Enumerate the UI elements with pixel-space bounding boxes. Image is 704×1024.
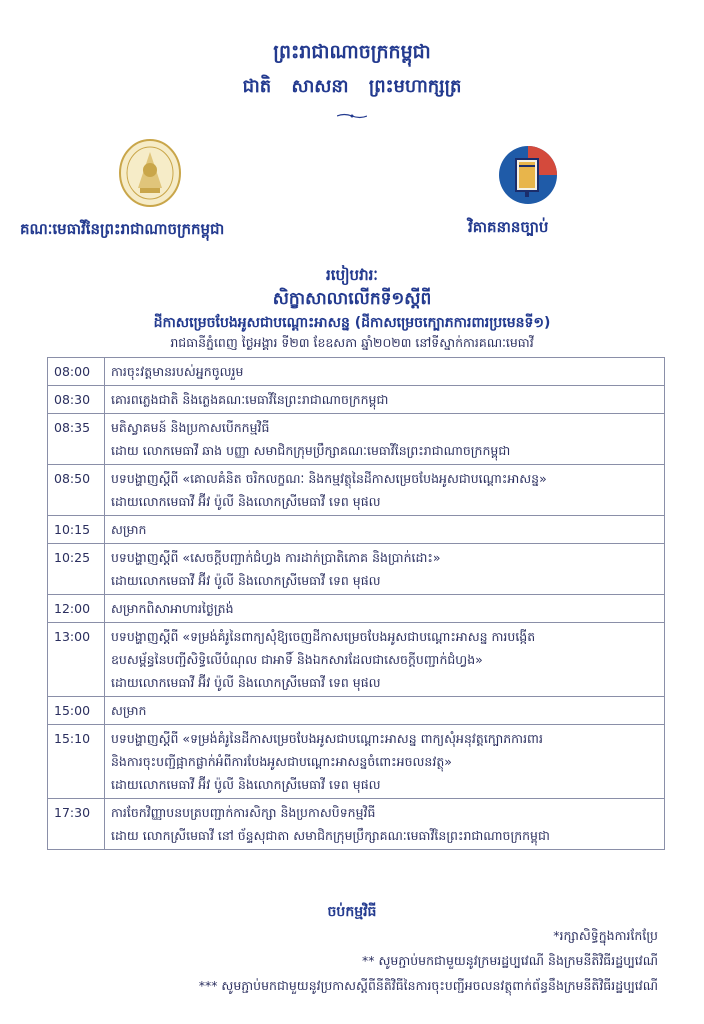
speaker-line: ដោយ លោកមេធាវី ឆាង បញ្ញា សមាជិកក្រុមប្រឹក្សាគណៈមេធាវីនៃព្រះរាជាណាចក្រកម្ពុជា (111, 443, 511, 458)
agenda-title: របៀបវារៈ (326, 266, 378, 284)
table-row (48, 516, 665, 544)
speaker-line: ដោយលោកមេធាវី អ៊ីវ ប៉ូលី និងលោកស្រីមេធាវី ទេព មុផល (111, 494, 381, 509)
activity-cell (105, 725, 665, 799)
activity-line: បទបង្ហាញស្តីពី «ទម្រង់គំរូនៃពាក្យសុំឱ្យចេញដីកាសម្រេចបែងអូសជាបណ្តោះអាសន្ន ការបង្កើត (111, 629, 536, 644)
time-cell: 10:15 (48, 516, 105, 544)
activity-cell (105, 414, 665, 465)
activity-cell (105, 799, 665, 850)
activity-cell (105, 386, 665, 414)
closing-text: ចប់កម្មវិធី (327, 904, 377, 920)
schedule-table (47, 357, 665, 850)
activity-line: ឧបសម្ព័ន្ធនៃបញ្ជីសិទ្ធិលើបំណុល ជាអាទិ៍ និងឯកសារដែលជាសេចក្តីបញ្ជាក់ជំហ្វង» (111, 652, 483, 667)
motto-heading: ជាតិ សាសនា ព្រះមហាក្សត្រ (242, 76, 462, 97)
activity-line: សម្រាក (111, 703, 147, 718)
activity-cell (105, 516, 665, 544)
time-cell: 08:35 (48, 414, 105, 465)
conference-subtitle: ដីកាសម្រេចបែងអូសជាបណ្តោះអាសន្ន (ដីកាសម្រេចក្បោភការពារប្រមេនទី១) (153, 315, 551, 331)
table-row (48, 697, 665, 725)
footnote: *រក្សាសិទ្ធិក្នុងការកែប្រែ (553, 928, 658, 943)
table-row (48, 623, 665, 697)
time-cell: 13:00 (48, 623, 105, 697)
activity-line: ការចែកវិញ្ញាបនបត្របញ្ជាក់ការសិក្សា និងប្រកាសបិទកម្មវិធី (111, 805, 376, 820)
time-cell: 08:30 (48, 386, 105, 414)
activity-cell (105, 465, 665, 516)
bar-association-name: គណៈមេធាវីនៃព្រះរាជាណាចក្រកម្ពុជា (20, 220, 225, 238)
table-row (48, 725, 665, 799)
kingdom-heading: ព្រះរាជាណាចក្រកម្ពុជា (273, 41, 431, 63)
footnote: *** សូមភ្ជាប់មកជាមួយនូវប្រកាសស្តីពីនីតិវិធីនៃការចុះបញ្ជីអចលនវត្ថុពាក់ព័ន្ធនឹងក្រមនីតិវិធីរដ្ឋប្បវេណី (198, 978, 658, 993)
activity-line: សម្រាក (111, 522, 147, 537)
table-row (48, 386, 665, 414)
legal-department-name: វិគាគនានច្បាប់ (468, 218, 549, 236)
speaker-line: ដោយលោកមេធាវី អ៊ីវ ប៉ូលី និងលោកស្រីមេធាវី ទេព មុផល (111, 777, 381, 792)
activity-cell (105, 595, 665, 623)
activity-cell (105, 544, 665, 595)
activity-line: និងការចុះបញ្ជីផ្អាកផ្លាក់អំពីការបែងអូសជាបណ្តោះអាសន្នចំពោះអចលនវត្ថុ» (111, 754, 452, 769)
activity-line: គោរពភ្លេងជាតិ និងភ្លេងគណៈមេធាវីនៃព្រះរាជាណាចក្រកម្ពុជា (111, 392, 389, 407)
speaker-line: ដោយលោកមេធាវី អ៊ីវ ប៉ូលី និងលោកស្រីមេធាវី ទេព មុផល (111, 573, 381, 588)
date-location: រាជធានីភ្នំពេញ ថ្ងៃអង្គារ ទី២៣ ខែឧសភា ឆ្នាំ២០២៣ នៅទីស្នាក់ការគណៈមេធាវី (170, 335, 534, 350)
activity-cell (105, 697, 665, 725)
activity-cell (105, 358, 665, 386)
activity-line: បទបង្ហាញស្តីពី «សេចក្តីបញ្ជាក់ជំហ្វង ការដាក់ប្រាតិភោគ និងប្រាក់ដោះ» (111, 550, 441, 565)
activity-line: បទបង្ហាញស្តីពី «គោលគំនិត ចរិកលក្ខណៈ និងកម្មវត្ថុនៃដីកាសម្រេចបែងអូសជាបណ្តោះអាសន្ន» (111, 471, 547, 486)
activity-line: សម្រាកពិសាអាហារថ្ងៃត្រង់ (111, 601, 234, 616)
time-cell: 12:00 (48, 595, 105, 623)
time-cell: 10:25 (48, 544, 105, 595)
speaker-line: ដោយលោកមេធាវី អ៊ីវ ប៉ូលី និងលោកស្រីមេធាវី ទេព មុផល (111, 675, 381, 690)
activity-line: ការចុះវត្តមានរបស់អ្នកចូលរួម (111, 364, 244, 379)
conference-title: សិក្ខាសាលាលើកទី១ស្តីពី (272, 289, 432, 309)
activity-line: មតិស្វាគមន៍ និងប្រកាសបើកកម្មវិធី (111, 420, 270, 435)
legal-department-logo (498, 145, 558, 205)
activity-line: បទបង្ហាញស្តីពី «ទម្រង់គំរូនៃដីកាសម្រេចបែងអូសជាបណ្តោះអាសន្ន ពាក្យសុំអនុវត្តក្បោភការពារ (111, 731, 543, 746)
table-row (48, 414, 665, 465)
table-row (48, 595, 665, 623)
time-cell: 17:30 (48, 799, 105, 850)
table-row (48, 465, 665, 516)
table-row (48, 799, 665, 850)
time-cell: 08:00 (48, 358, 105, 386)
bar-association-seal-logo (118, 138, 182, 208)
activity-cell (105, 623, 665, 697)
time-cell: 08:50 (48, 465, 105, 516)
table-row (48, 544, 665, 595)
footnote: ** សូមភ្ជាប់មកជាមួយនូវក្រមរដ្ឋប្បវេណី និងក្រមនីតិវិធីរដ្ឋប្បវេណី (362, 953, 658, 968)
flourish-divider (337, 113, 367, 119)
speaker-line: ដោយ លោកស្រីមេធាវី នៅ ច័ន្ទសុជាតា សមាជិកក្រុមប្រឹក្សាគណៈមេធាវីនៃព្រះរាជាណាចក្រកម្ពុជា (111, 828, 550, 843)
time-cell: 15:10 (48, 725, 105, 799)
table-row (48, 358, 665, 386)
time-cell: 15:00 (48, 697, 105, 725)
